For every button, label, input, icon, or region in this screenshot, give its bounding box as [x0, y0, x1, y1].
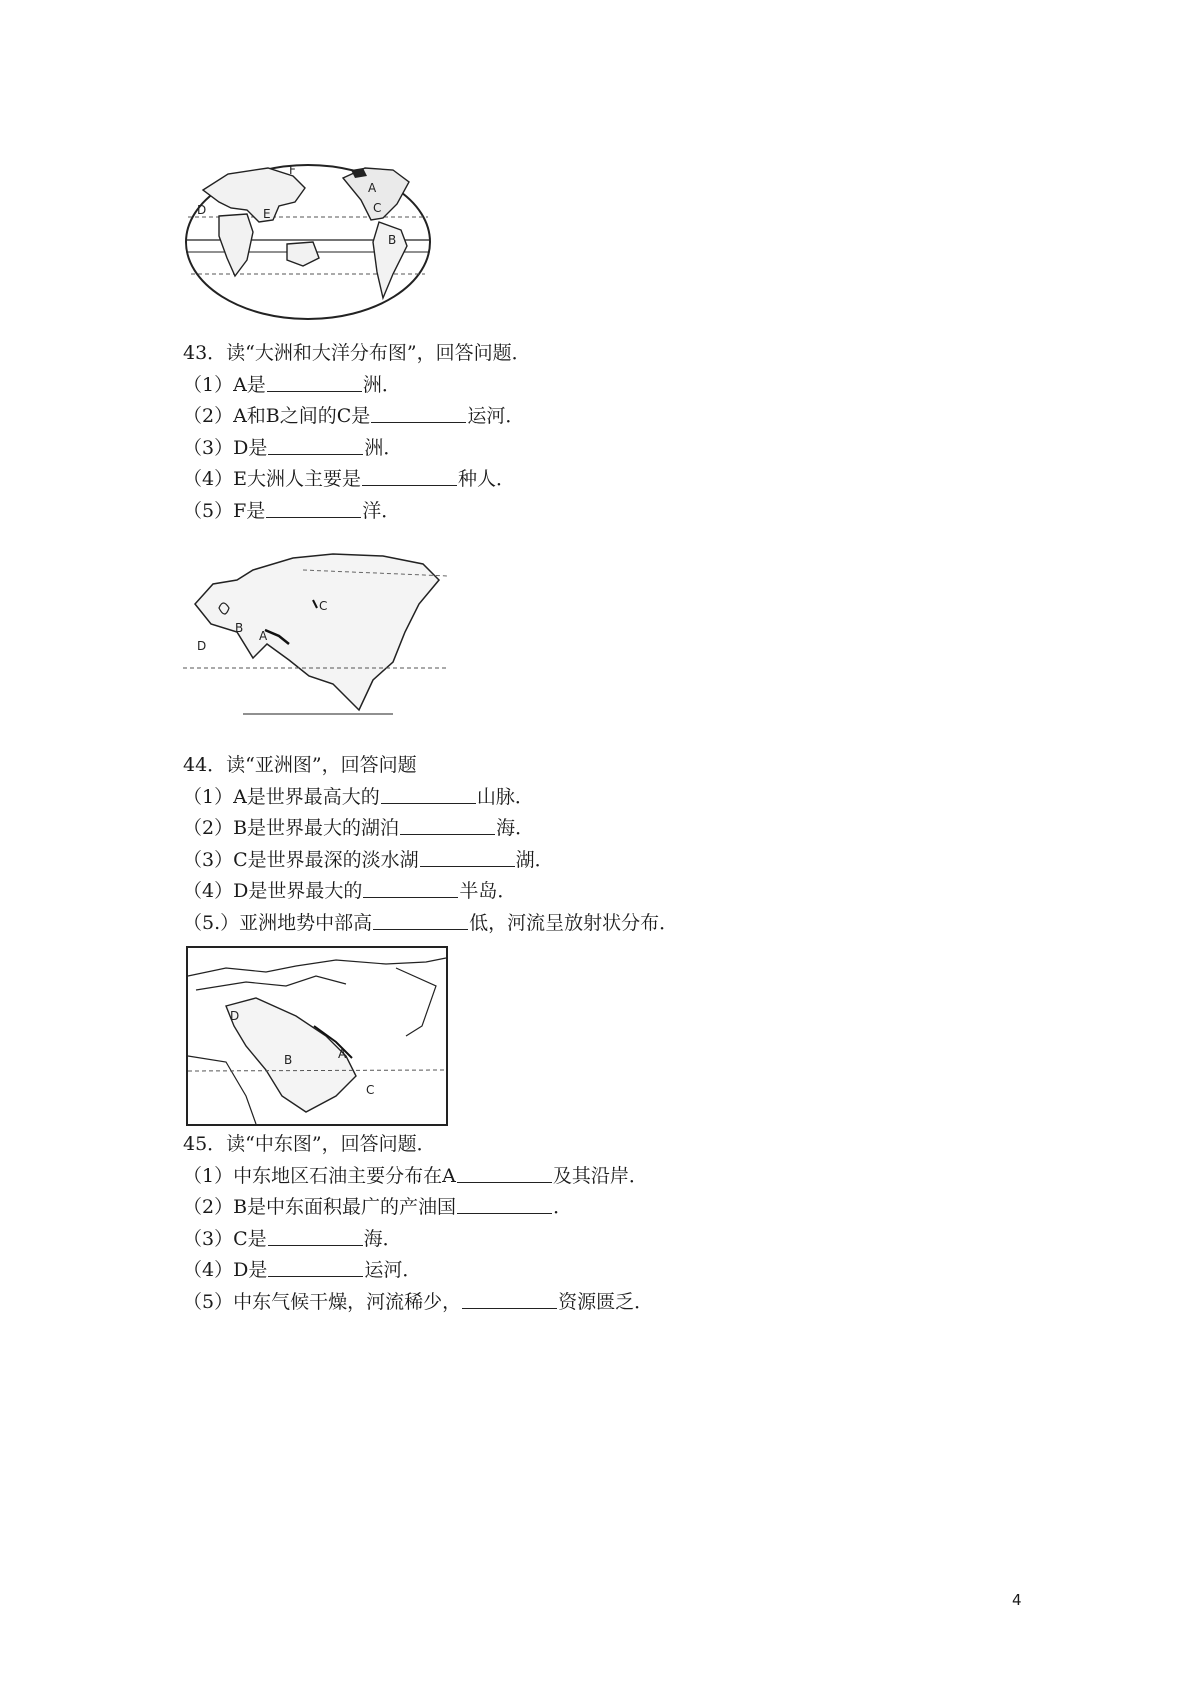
- map-label-d: D: [197, 203, 207, 217]
- question-item: （1）A是世界最高大的 山脉．: [183, 782, 1083, 814]
- answer-blank[interactable]: [362, 465, 457, 486]
- map-label-a: A: [338, 1047, 347, 1061]
- answer-blank[interactable]: [400, 814, 495, 835]
- question-item: （4）E大洲人主要是 种人．: [183, 464, 1083, 496]
- question-item: （4）D是 运河．: [183, 1255, 1083, 1287]
- question-item: （4）D是世界最大的 半岛．: [183, 876, 1083, 908]
- answer-blank[interactable]: [267, 371, 362, 392]
- question-item: （5.）亚洲地势中部高 低，河流呈放射状分布．: [183, 908, 1083, 940]
- question-item: （3）D是 洲．: [183, 433, 1083, 465]
- map-label-b: B: [235, 621, 244, 635]
- map-label-b: B: [388, 233, 397, 247]
- answer-blank[interactable]: [266, 497, 361, 518]
- map-label-b: B: [284, 1053, 293, 1067]
- middle-east-map-figure: [186, 946, 448, 1126]
- answer-blank[interactable]: [462, 1288, 557, 1309]
- answer-blank[interactable]: [381, 783, 476, 804]
- question-item: （2）B是世界最大的湖泊 海．: [183, 813, 1083, 845]
- question-item: （1）中东地区石油主要分布在A 及其沿岸．: [183, 1161, 1083, 1193]
- map-label-c: C: [373, 201, 382, 215]
- answer-blank[interactable]: [268, 1225, 363, 1246]
- question-stem: 44．读“亚洲图”，回答问题: [183, 754, 417, 776]
- map-label-c: C: [319, 599, 328, 613]
- map-label-a: A: [368, 181, 377, 195]
- page-number: 4: [1012, 1591, 1022, 1609]
- answer-blank[interactable]: [373, 909, 468, 930]
- answer-blank[interactable]: [420, 846, 515, 867]
- world-map-figure: [183, 162, 433, 322]
- map-label-c: C: [366, 1083, 375, 1097]
- question-44: [183, 750, 1083, 939]
- answer-blank[interactable]: [457, 1162, 552, 1183]
- question-stem: 43．读“大洲和大洋分布图”，回答问题．: [183, 342, 531, 364]
- map-label-f: F: [289, 163, 296, 177]
- question-item: （2）A和B之间的C是 运河．: [183, 401, 1083, 433]
- question-item: （2）B是中东面积最广的产油国 ．: [183, 1192, 1083, 1224]
- question-item: （1）A是 洲．: [183, 370, 1083, 402]
- answer-blank[interactable]: [268, 1256, 363, 1277]
- map-label-d: D: [197, 639, 207, 653]
- question-item: （3）C是 海．: [183, 1224, 1083, 1256]
- question-43: [183, 338, 1083, 527]
- map-label-d: D: [230, 1009, 240, 1023]
- map-label-a: A: [259, 629, 268, 643]
- question-45: [183, 1129, 1083, 1318]
- question-item: （5）F是 洋．: [183, 496, 1083, 528]
- question-item: （3）C是世界最深的淡水湖 湖．: [183, 845, 1083, 877]
- answer-blank[interactable]: [363, 877, 458, 898]
- map-label-e: E: [263, 207, 271, 221]
- question-item: （5）中东气候干燥，河流稀少， 资源匮乏．: [183, 1287, 1083, 1319]
- answer-blank[interactable]: [268, 434, 363, 455]
- answer-blank[interactable]: [457, 1193, 552, 1214]
- answer-blank[interactable]: [371, 402, 466, 423]
- asia-map-figure: [183, 540, 448, 720]
- question-stem: 45．读“中东图”，回答问题．: [183, 1133, 436, 1155]
